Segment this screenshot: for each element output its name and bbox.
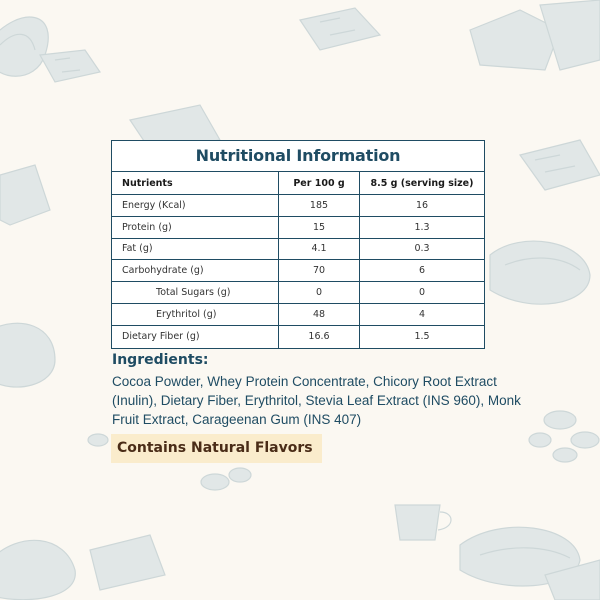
per-100g-value: 48 <box>279 304 360 325</box>
per-100g-value: 70 <box>279 260 360 281</box>
cocoa-cup-illustration <box>395 505 451 540</box>
nutrient-name: Protein (g) <box>112 217 279 238</box>
per-100g-value: 16.6 <box>279 326 360 348</box>
cocoa-pod-illustration <box>490 241 590 304</box>
header-serving-size: 8.5 g (serving size) <box>370 177 474 189</box>
serving-value: 16 <box>415 199 429 211</box>
cocoa-beans-illustration <box>529 411 599 462</box>
table-row <box>112 326 484 348</box>
nutrient-name-sub: Total Sugars (g) <box>112 282 279 303</box>
nutrition-table <box>111 140 485 349</box>
serving-value: 0.3 <box>414 243 430 255</box>
serving-value: 4 <box>418 308 426 320</box>
serving-value: 0 <box>418 287 426 299</box>
chocolate-bar-illustration <box>0 165 50 225</box>
natural-flavors-badge: Contains Natural Flavors <box>111 434 322 463</box>
table-row <box>112 217 484 239</box>
per-100g-value: 4.1 <box>279 239 360 260</box>
nutrition-title: Nutritional Information <box>112 141 484 172</box>
table-row <box>112 195 484 217</box>
header-per-100g: Per 100 g <box>279 172 360 194</box>
nutrient-name: Energy (Kcal) <box>112 195 279 216</box>
table-header-row <box>112 172 484 195</box>
chocolate-slab-illustration <box>90 535 165 590</box>
table-row <box>112 260 484 282</box>
cocoa-pod-illustration <box>0 540 75 599</box>
per-100g-value: 15 <box>279 217 360 238</box>
serving-value: 6 <box>418 265 426 277</box>
ingredients-heading: Ingredients: <box>112 352 209 368</box>
nutrient-name: Fat (g) <box>112 239 279 260</box>
table-row <box>112 239 484 261</box>
chocolate-piece-illustration <box>40 50 100 82</box>
table-row <box>112 304 484 326</box>
table-row <box>112 282 484 304</box>
nutrient-name-sub: Erythritol (g) <box>112 304 279 325</box>
serving-value: 1.3 <box>414 221 430 233</box>
serving-value: 1.5 <box>414 331 430 343</box>
nutrient-name: Dietary Fiber (g) <box>112 326 279 348</box>
ingredients-text: Cocoa Powder, Whey Protein Concentrate, Chicory Root Extract (Inulin), Dietary Fiber, Erythritol, Stevia Leaf Extract (INS 960), Monk Fruit Extract, Carageenan Gum (INS 407) <box>112 374 521 427</box>
chocolate-bar-illustration <box>300 8 380 50</box>
nutrient-name: Carbohydrate (g) <box>112 260 279 281</box>
cocoa-pod-illustration <box>0 17 48 76</box>
header-nutrients: Nutrients <box>112 172 279 194</box>
chocolate-chunk-illustration <box>470 0 600 70</box>
per-100g-value: 0 <box>279 282 360 303</box>
cocoa-pod-illustration <box>0 323 55 387</box>
per-100g-value: 185 <box>279 195 360 216</box>
chocolate-bar-illustration <box>520 140 600 190</box>
